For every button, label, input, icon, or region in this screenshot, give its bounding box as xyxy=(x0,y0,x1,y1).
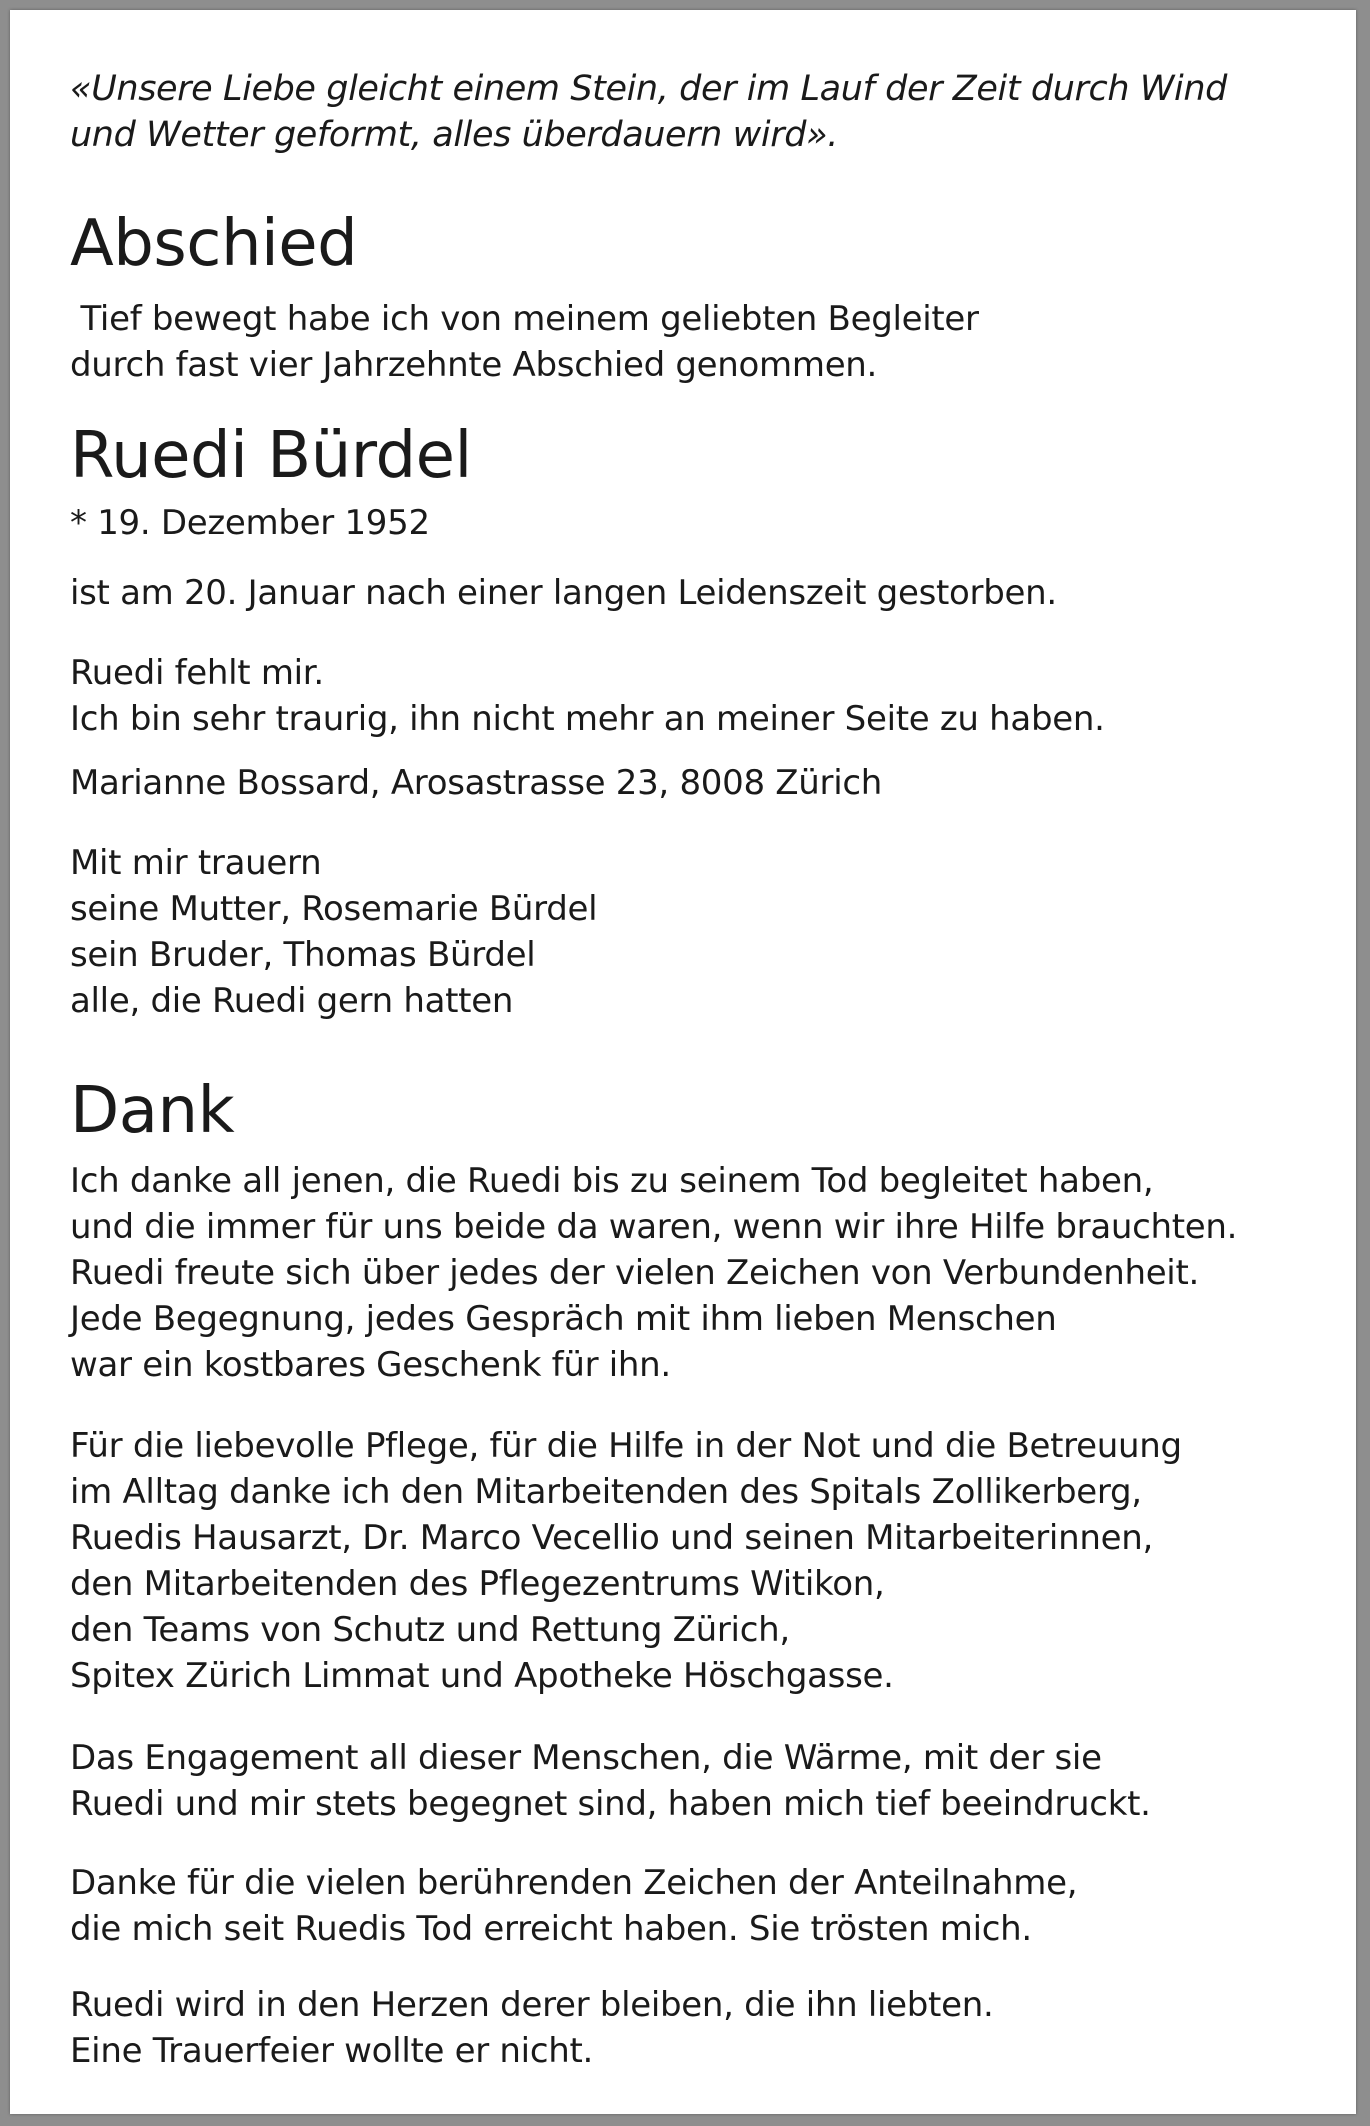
thanks-line: Ruedis Hausarzt, Dr. Marco Vecellio und seinen Mitarbeiterinnen, xyxy=(70,1518,1153,1558)
opening-quote xyxy=(70,66,1227,158)
mourners-line: seine Mutter, Rosemarie Bürdel xyxy=(70,889,598,929)
thanks-line: den Teams von Schutz und Rettung Zürich, xyxy=(70,1610,790,1650)
thanks-paragraph xyxy=(70,1735,1151,1827)
thanks-heading: Dank xyxy=(70,1074,235,1148)
quote-line: und Wetter geformt, alles überdauern wird». xyxy=(70,115,838,155)
thanks-line: Danke für die vielen berührenden Zeichen der Anteilnahme, xyxy=(70,1863,1078,1903)
thanks-paragraph xyxy=(70,1982,993,2074)
thanks-line: Ruedi wird in den Herzen derer bleiben, die ihn liebten. xyxy=(70,1985,994,2025)
deceased-name: Ruedi Bürdel xyxy=(70,419,472,493)
thanks-line: Jede Begegnung, jedes Gespräch mit ihm lieben Menschen xyxy=(70,1299,1057,1339)
mourners-line: alle, die Ruedi gern hatten xyxy=(70,981,514,1021)
thanks-line: im Alltag danke ich den Mitarbeitenden des Spitals Zollikerberg, xyxy=(70,1472,1142,1512)
mourners-list xyxy=(70,840,597,1024)
thanks-paragraph xyxy=(70,1158,1237,1388)
thanks-paragraph xyxy=(70,1860,1077,1952)
death-notice: ist am 20. Januar nach einer langen Leidenszeit gestorben. xyxy=(70,573,1057,613)
obituary-page xyxy=(10,10,1356,2114)
thanks-line: Für die liebevolle Pflege, für die Hilfe in der Not und die Betreuung xyxy=(70,1426,1182,1466)
thanks-line: Ruedi und mir stets begegnet sind, haben mich tief beeindruckt. xyxy=(70,1784,1151,1824)
personal-note-line: Ich bin sehr traurig, ihn nicht mehr an meiner Seite zu haben. xyxy=(70,699,1105,739)
personal-note xyxy=(70,650,1105,742)
farewell-heading: Abschied xyxy=(70,207,358,281)
thanks-line: die mich seit Ruedis Tod erreicht haben. Sie trösten mich. xyxy=(70,1909,1032,1949)
thanks-line: war ein kostbares Geschenk für ihn. xyxy=(70,1345,671,1385)
thanks-line: den Mitarbeitenden des Pflegezentrums Witikon, xyxy=(70,1564,885,1604)
farewell-intro-line: durch fast vier Jahrzehnte Abschied genommen. xyxy=(70,345,878,385)
quote-line: «Unsere Liebe gleicht einem Stein, der im Lauf der Zeit durch Wind xyxy=(70,69,1227,109)
thanks-line: und die immer für uns beide da waren, wenn wir ihre Hilfe brauchten. xyxy=(70,1207,1238,1247)
mourners-line: sein Bruder, Thomas Bürdel xyxy=(70,935,536,975)
thanks-paragraph xyxy=(70,1423,1182,1699)
farewell-intro-line: Tief bewegt habe ich von meinem geliebten Begleiter xyxy=(70,299,979,339)
thanks-line: Das Engagement all dieser Menschen, die Wärme, mit der sie xyxy=(70,1738,1102,1778)
thanks-line: Ich danke all jenen, die Ruedi bis zu seinem Tod begleitet haben, xyxy=(70,1161,1154,1201)
thanks-line: Ruedi freute sich über jedes der vielen Zeichen von Verbundenheit. xyxy=(70,1253,1199,1293)
personal-note-line: Ruedi fehlt mir. xyxy=(70,653,324,693)
mourners-line: Mit mir trauern xyxy=(70,843,322,883)
farewell-intro xyxy=(70,296,979,388)
thanks-line: Spitex Zürich Limmat und Apotheke Höschgasse. xyxy=(70,1656,894,1696)
birth-date: * 19. Dezember 1952 xyxy=(70,503,430,543)
mourner-address: Marianne Bossard, Arosastrasse 23, 8008 Zürich xyxy=(70,763,882,803)
thanks-line: Eine Trauerfeier wollte er nicht. xyxy=(70,2031,594,2071)
